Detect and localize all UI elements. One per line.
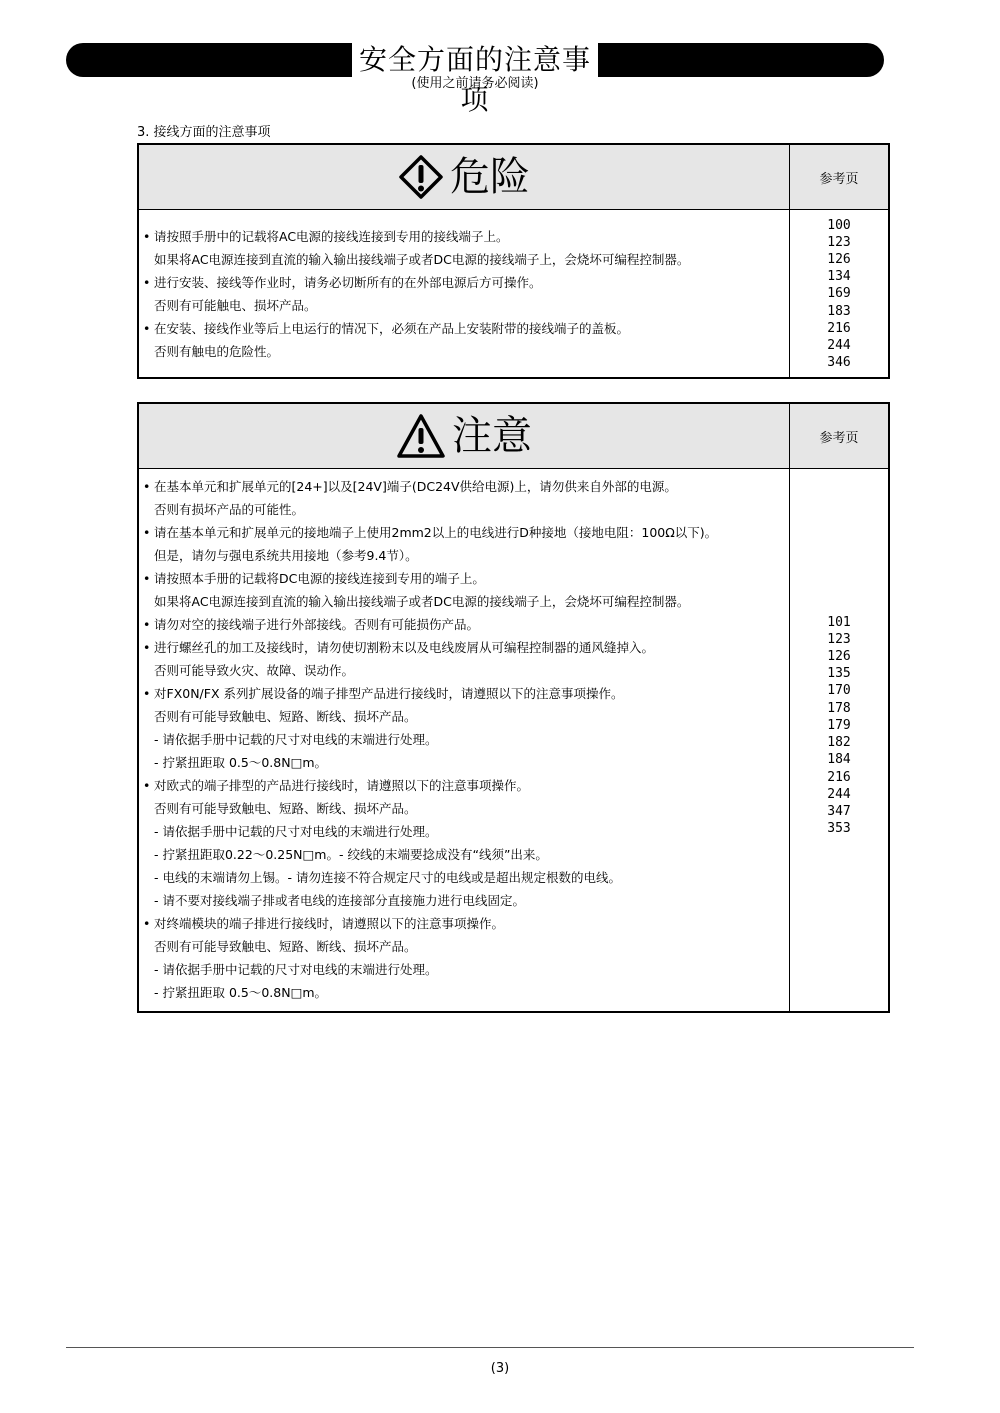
danger-page-ref[interactable]: 346 (827, 355, 851, 371)
page-subtitle: (使用之前请务必阅读) (411, 76, 539, 91)
caution-line: 否则有损坏产品的可能性。 (154, 502, 305, 517)
danger-ref-label: 参考页 (789, 145, 888, 209)
caution-page-ref[interactable]: 244 (827, 786, 851, 802)
caution-page-ref[interactable]: 101 (827, 614, 851, 630)
caution-page-refs (789, 469, 888, 1012)
caution-line: • 进行螺丝孔的加工及接线时，请勿使切割粉末以及电线废屑从可编程控制器的通风缝掉入。 (143, 636, 789, 659)
page-number: (3) (490, 1361, 510, 1376)
header-banner-left (66, 43, 352, 77)
caution-line: - 拧紧扭距取 0.5～0.8N□m。 (154, 755, 328, 770)
caution-line: • 对FX0N/FX 系列扩展设备的端子排型产品进行接线时，请遵照以下的注意事项操作。 (143, 682, 789, 705)
caution-ref-label: 参考页 (789, 404, 888, 468)
danger-line: 否则有可能触电、损坏产品。 (154, 298, 317, 313)
caution-line: 如果将AC电源连接到直流的输入输出接线端子或者DC电源的接线端子上，会烧坏可编程控制器。 (154, 594, 690, 609)
caution-page-ref[interactable]: 135 (827, 666, 851, 682)
caution-line: 否则有可能导致触电、短路、断线、损坏产品。 (154, 801, 417, 816)
danger-diamond-icon (398, 154, 444, 200)
caution-page-ref[interactable]: 178 (827, 700, 851, 716)
footer-divider (66, 1347, 914, 1348)
header-banner-right (598, 43, 884, 77)
caution-page-ref[interactable]: 216 (827, 769, 851, 785)
caution-line: - 请不要对接线端子排或者电线的连接部分直接施力进行电线固定。 (154, 893, 525, 908)
caution-line: • 请在基本单元和扩展单元的接地端子上使用2mm2以上的电线进行D种接地（接地电阻：100Ω以下)。 (143, 521, 789, 544)
danger-line: 否则有触电的危险性。 (154, 344, 280, 359)
caution-line: - 请依据手册中记载的尺寸对电线的末端进行处理。 (154, 962, 438, 977)
caution-heading: 注意 (452, 413, 532, 459)
caution-box (137, 402, 890, 1013)
danger-line: • 进行安装、接线等作业时，请务必切断所有的在外部电源后方可操作。 (143, 271, 789, 294)
danger-page-ref[interactable]: 216 (827, 320, 851, 336)
caution-title (139, 404, 789, 468)
danger-line: • 请按照手册中的记载将AC电源的接线连接到专用的接线端子上。 (143, 225, 789, 248)
caution-line: - 电线的末端请勿上锡。- 请勿连接不符合规定尺寸的电线或是超出规定根数的电线。 (154, 870, 621, 885)
caution-line: 否则可能导致火灾、故障、误动作。 (154, 663, 355, 678)
caution-line: • 在基本单元和扩展单元的[24+]以及[24V]端子(DC24V供给电源)上，请勿供来自外部的电源。 (143, 475, 789, 498)
caution-line: - 拧紧扭距取 0.5～0.8N□m。 (154, 985, 328, 1000)
danger-page-ref[interactable]: 123 (827, 234, 851, 250)
caution-line: 否则有可能导致触电、短路、断线、损坏产品。 (154, 709, 417, 724)
danger-page-refs (789, 210, 888, 378)
caution-page-ref[interactable]: 179 (827, 717, 851, 733)
danger-line: • 在安装、接线作业等后上电运行的情况下，必须在产品上安装附带的接线端子的盖板。 (143, 317, 789, 340)
caution-page-ref[interactable]: 123 (827, 631, 851, 647)
caution-line: - 请依据手册中记载的尺寸对电线的末端进行处理。 (154, 732, 438, 747)
section-title: 3. 接线方面的注意事项 (137, 125, 271, 140)
page-title: 安全方面的注意事项 (358, 43, 591, 116)
caution-page-ref[interactable]: 184 (827, 752, 851, 768)
danger-box (137, 143, 890, 379)
caution-page-ref[interactable]: 353 (827, 821, 851, 837)
danger-page-ref[interactable]: 126 (827, 251, 851, 267)
caution-line: - 拧紧扭距取0.22～0.25N□m。- 绞线的末端要捻成没有“线须”出来。 (154, 847, 548, 862)
danger-heading: 危险 (450, 154, 530, 200)
danger-page-ref[interactable]: 100 (827, 217, 851, 233)
caution-line: 但是，请勿与强电系统共用接地（参考9.4节）。 (154, 548, 418, 563)
caution-line: 否则有可能导致触电、短路、断线、损坏产品。 (154, 939, 417, 954)
danger-line: 如果将AC电源连接到直流的输入输出接线端子或者DC电源的接线端子上，会烧坏可编程控制器。 (154, 252, 690, 267)
caution-line: • 对欧式的端子排型的产品进行接线时，请遵照以下的注意事项操作。 (143, 774, 789, 797)
caution-triangle-icon (396, 413, 446, 459)
caution-header (139, 404, 888, 469)
caution-line: • 请勿对空的接线端子进行外部接线。否则有可能损伤产品。 (143, 613, 789, 636)
caution-line: • 对终端模块的端子排进行接线时，请遵照以下的注意事项操作。 (143, 912, 789, 935)
danger-text (139, 210, 789, 378)
danger-page-ref[interactable]: 183 (827, 303, 851, 319)
danger-title (139, 145, 789, 209)
caution-line: - 请依据手册中记载的尺寸对电线的末端进行处理。 (154, 824, 438, 839)
caution-page-ref[interactable]: 182 (827, 735, 851, 751)
caution-page-ref[interactable]: 126 (827, 649, 851, 665)
danger-header (139, 145, 888, 210)
caution-page-ref[interactable]: 347 (827, 803, 851, 819)
danger-page-ref[interactable]: 169 (827, 286, 851, 302)
caution-page-ref[interactable]: 170 (827, 683, 851, 699)
danger-page-ref[interactable]: 134 (827, 269, 851, 285)
danger-page-ref[interactable]: 244 (827, 338, 851, 353)
caution-line: • 请按照本手册的记载将DC电源的接线连接到专用的端子上。 (143, 567, 789, 590)
caution-text (139, 469, 789, 1012)
